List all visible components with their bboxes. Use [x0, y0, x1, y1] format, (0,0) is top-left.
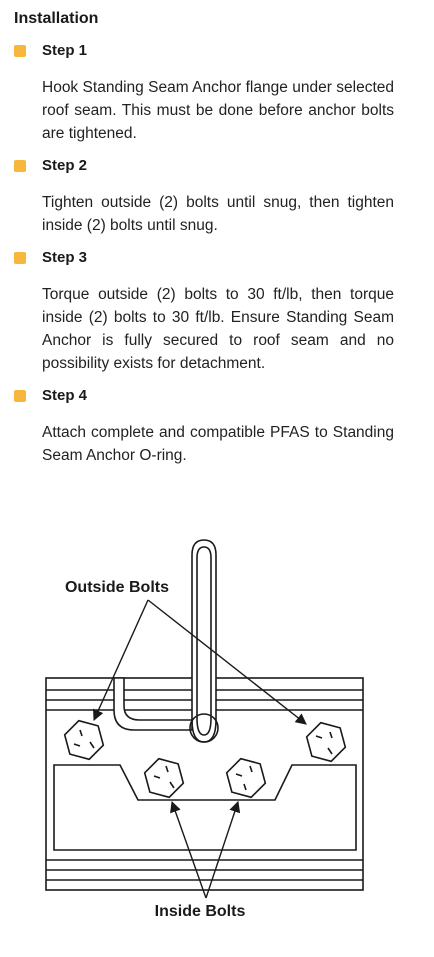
step-4-title-text: Step 4	[42, 387, 88, 404]
step-1-title-text: Step 1	[42, 42, 88, 59]
step-3-title-text: Step 3	[42, 249, 88, 266]
step-2-title	[14, 157, 87, 174]
step-3-text: Torque outside (2) bolts to 30 ft/lb, then torque inside (2) bolts to 30 ft/lb. Ensure Standing Seam Anchor is fully secured to roof seam and no possibility exists for detachment.	[42, 286, 394, 372]
step-2-title-text: Step 2	[42, 157, 88, 174]
bullet-icon	[14, 390, 26, 402]
section-heading: Installation	[14, 10, 99, 27]
inside-bolts-label: Inside Bolts	[154, 903, 246, 920]
step-1-title	[14, 42, 87, 59]
step-1-text: Hook Standing Seam Anchor flange under selected roof seam. This must be done before anchor bolts are tightened.	[42, 79, 394, 142]
outside-bolts-label: Outside Bolts	[64, 579, 170, 596]
anchor-diagram	[0, 520, 434, 957]
bullet-icon	[14, 160, 26, 172]
step-4-text: Attach complete and compatible PFAS to Standing Seam Anchor O-ring.	[42, 424, 394, 464]
step-4-title	[14, 387, 87, 404]
bullet-icon	[14, 252, 26, 264]
bullet-icon	[14, 45, 26, 57]
step-3-title	[14, 249, 87, 266]
step-2-text: Tighten outside (2) bolts until snug, then tighten inside (2) bolts until snug.	[42, 194, 394, 234]
